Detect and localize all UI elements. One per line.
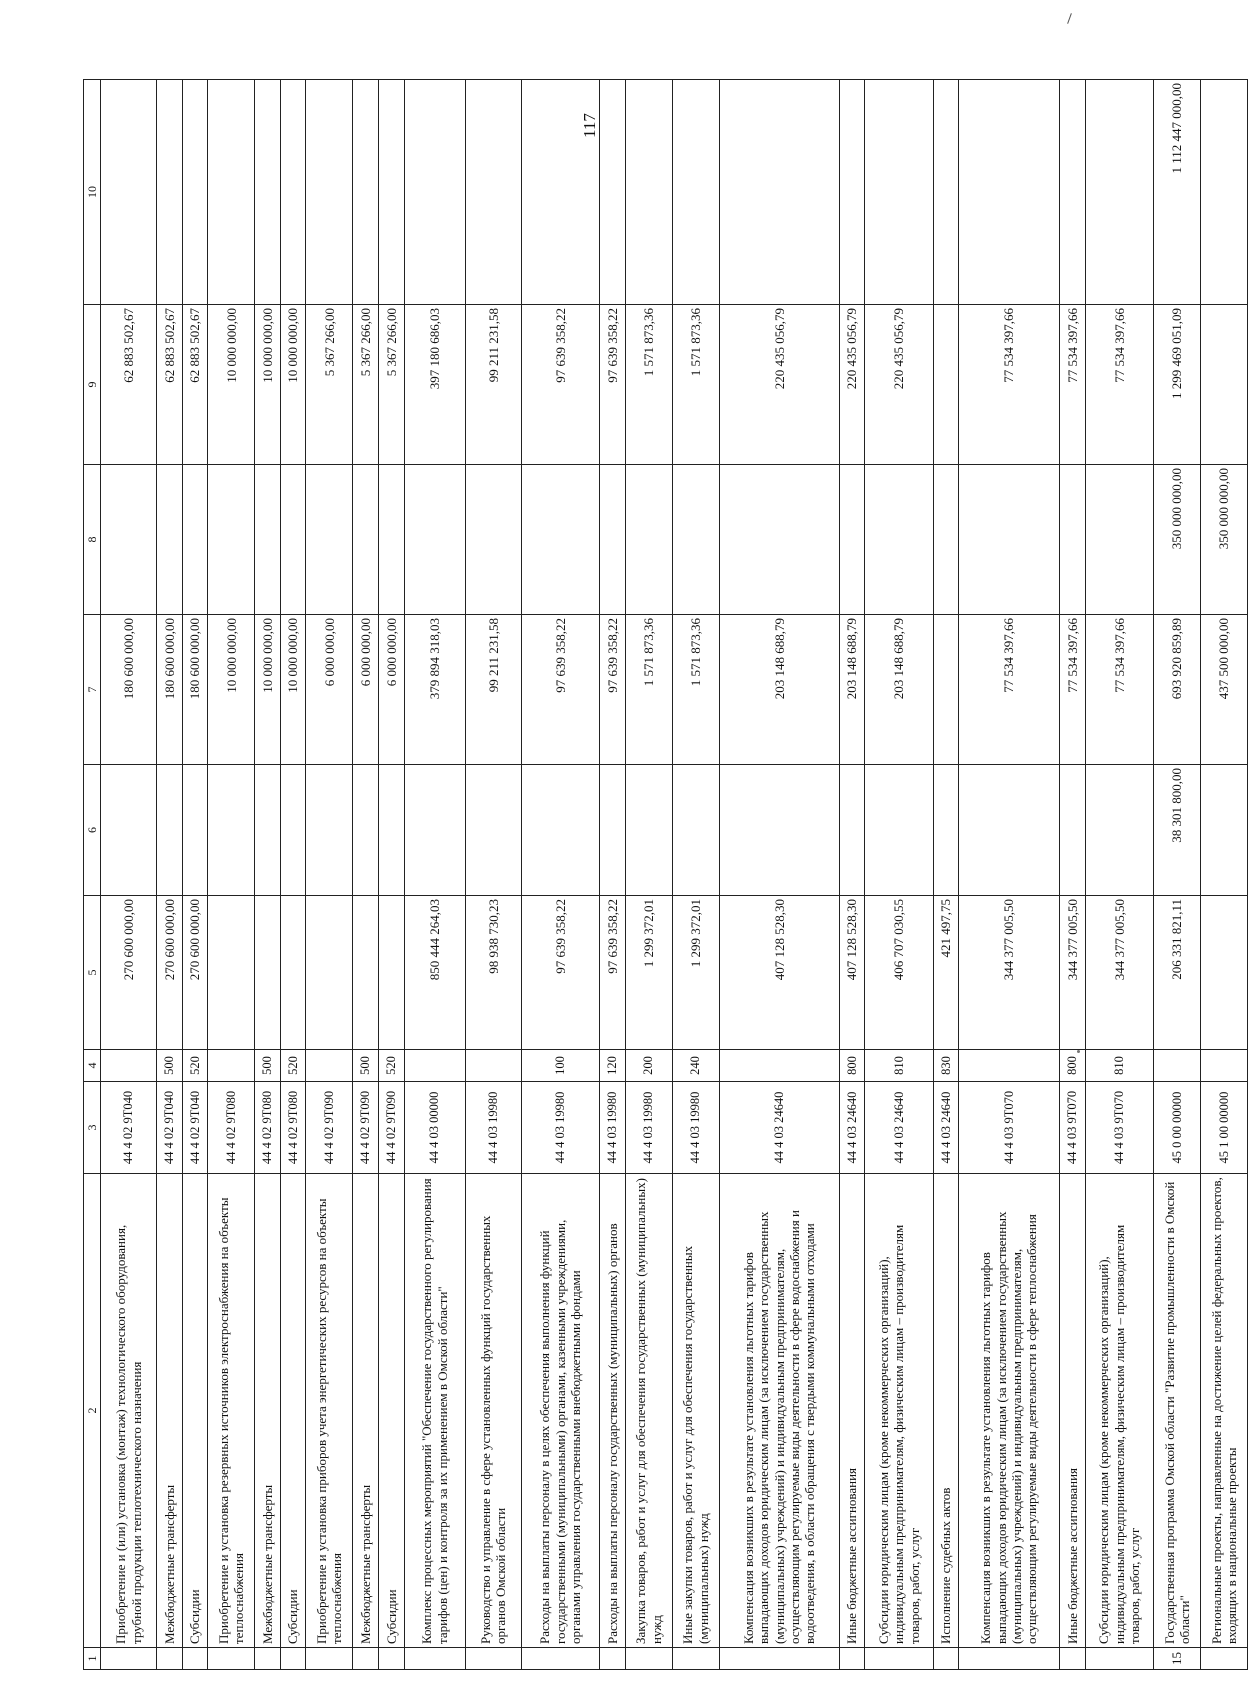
row-value-col6 xyxy=(933,765,959,896)
row-expense-type xyxy=(466,1050,522,1082)
header-cell: 1 xyxy=(84,1648,101,1670)
header-cell: 4 xyxy=(84,1050,101,1082)
row-expense-type xyxy=(959,1050,1060,1082)
row-value-col6 xyxy=(600,765,626,896)
row-value-col10 xyxy=(719,80,839,305)
header-cell: 2 xyxy=(84,1174,101,1648)
row-number xyxy=(378,1648,404,1670)
row-expense-type: 240 xyxy=(672,1050,719,1082)
row-code: 44 4 03 24640 xyxy=(719,1082,839,1174)
row-value-col10 xyxy=(1059,80,1085,305)
table-row xyxy=(466,80,522,1670)
row-expense-type: 800 xyxy=(839,1050,865,1082)
row-value-col8 xyxy=(719,465,839,615)
row-code: 44 4 02 9Т080 xyxy=(208,1082,255,1174)
row-number xyxy=(466,1648,522,1670)
row-code: 45 0 00 00000 xyxy=(1153,1082,1200,1174)
row-number xyxy=(672,1648,719,1670)
row-value-col10 xyxy=(157,80,183,305)
row-value-col7: 77 534 397,66 xyxy=(1059,615,1085,765)
row-value-col9: 99 211 231,58 xyxy=(466,305,522,465)
row-value-col5: 850 444 264,03 xyxy=(404,896,465,1050)
row-code: 44 4 03 19980 xyxy=(466,1082,522,1174)
row-code: 44 4 03 9Т070 xyxy=(959,1082,1060,1174)
table-row xyxy=(208,80,255,1670)
row-name: Иные бюджетные ассигнования xyxy=(1059,1174,1085,1648)
row-code: 44 4 02 9Т080 xyxy=(280,1082,306,1174)
row-name: Расходы на выплаты персоналу государственных (муниципальных) органов xyxy=(600,1174,626,1648)
row-value-col9 xyxy=(933,305,959,465)
row-value-col9: 5 367 266,00 xyxy=(353,305,379,465)
row-name: Закупка товаров, работ и услуг для обеспечения государственных (муниципальных) нужд xyxy=(625,1174,672,1648)
row-code: 44 4 03 24640 xyxy=(839,1082,865,1174)
row-value-col6 xyxy=(255,765,281,896)
row-value-col5 xyxy=(255,896,281,1050)
row-number xyxy=(521,1648,599,1670)
row-code: 44 4 03 19980 xyxy=(625,1082,672,1174)
row-number xyxy=(1059,1648,1085,1670)
row-number xyxy=(182,1648,208,1670)
row-number xyxy=(600,1648,626,1670)
row-number xyxy=(625,1648,672,1670)
table-row xyxy=(353,80,379,1670)
row-expense-type xyxy=(404,1050,465,1082)
row-value-col10 xyxy=(600,80,626,305)
row-value-col9: 10 000 000,00 xyxy=(208,305,255,465)
row-value-col5: 407 128 528,30 xyxy=(839,896,865,1050)
row-value-col7: 6 000 000,00 xyxy=(306,615,353,765)
table-row xyxy=(1200,80,1247,1670)
row-value-col6 xyxy=(466,765,522,896)
row-name: Субсидии xyxy=(182,1174,208,1648)
row-value-col6 xyxy=(101,765,157,896)
row-name: Компенсация возникших в результате установления льготных тарифов выпадающих доходов юридическим лицам (за исключением государственных (муниципальных) учреждений) и индивидуальным предпринимателям, осуществляющим регулируемые виды деятельности в сфере водоснабжения и водоотведения, в области обращения с твердыми коммунальными отходами xyxy=(719,1174,839,1648)
row-value-col9: 62 883 502,67 xyxy=(157,305,183,465)
row-name: Межбюджетные трансферты xyxy=(255,1174,281,1648)
header-cell: 3 xyxy=(84,1082,101,1174)
row-number xyxy=(208,1648,255,1670)
row-value-col5: 406 707 030,55 xyxy=(865,896,933,1050)
row-value-col5: 344 377 005,50 xyxy=(1059,896,1085,1050)
row-value-col5: 344 377 005,50 xyxy=(959,896,1060,1050)
table-row xyxy=(719,80,839,1670)
row-number: 15 xyxy=(1153,1648,1200,1670)
row-value-col5: 206 331 821,11 xyxy=(1153,896,1200,1050)
row-value-col8 xyxy=(306,465,353,615)
table-row xyxy=(839,80,865,1670)
row-name: Компенсация возникших в результате установления льготных тарифов выпадающих доходов юридическим лицам (за исключением государственных (муниципальных) учреждений) и индивидуальным предпринимателям, осуществляющим регулируемые виды деятельности в сфере теплоснабжения xyxy=(959,1174,1060,1648)
row-number xyxy=(157,1648,183,1670)
row-value-col8 xyxy=(600,465,626,615)
row-expense-type: 830 xyxy=(933,1050,959,1082)
row-value-col10 xyxy=(959,80,1060,305)
row-name: Исполнение судебных актов xyxy=(933,1174,959,1648)
row-value-col10 xyxy=(182,80,208,305)
row-value-col5: 98 938 730,23 xyxy=(466,896,522,1050)
row-value-col7: 77 534 397,66 xyxy=(959,615,1060,765)
row-value-col9: 220 435 056,79 xyxy=(839,305,865,465)
row-value-col9: 1 299 469 051,09 xyxy=(1153,305,1200,465)
row-code: 44 4 02 9Т040 xyxy=(182,1082,208,1174)
row-value-col7: 180 600 000,00 xyxy=(101,615,157,765)
row-value-col8: 350 000 000,00 xyxy=(1200,465,1247,615)
scan-mark xyxy=(1067,13,1072,24)
row-code: 44 4 02 9Т090 xyxy=(353,1082,379,1174)
row-value-col10 xyxy=(1200,80,1247,305)
row-expense-type: 100 xyxy=(521,1050,599,1082)
row-value-col6: 38 301 800,00 xyxy=(1153,765,1200,896)
row-value-col10: 1 112 447 000,00 xyxy=(1153,80,1200,305)
row-expense-type xyxy=(719,1050,839,1082)
row-name: Приобретение и установка резервных источников электроснабжения на объекты теплоснабжения xyxy=(208,1174,255,1648)
table-row xyxy=(1085,80,1153,1670)
row-expense-type: 500 xyxy=(353,1050,379,1082)
row-value-col8 xyxy=(865,465,933,615)
row-code: 44 4 03 9Т070 xyxy=(1059,1082,1085,1174)
row-value-col7: 379 894 318,03 xyxy=(404,615,465,765)
row-number xyxy=(865,1648,933,1670)
row-value-col7: 203 148 688,79 xyxy=(865,615,933,765)
budget-table xyxy=(83,79,1248,1670)
row-number xyxy=(959,1648,1060,1670)
row-value-col9: 62 883 502,67 xyxy=(101,305,157,465)
row-code: 44 4 03 19980 xyxy=(600,1082,626,1174)
row-code: 44 4 03 24640 xyxy=(933,1082,959,1174)
row-value-col10 xyxy=(672,80,719,305)
row-code: 44 4 02 9Т090 xyxy=(306,1082,353,1174)
row-value-col8 xyxy=(672,465,719,615)
header-cell: 6 xyxy=(84,765,101,896)
table-row xyxy=(378,80,404,1670)
row-value-col9: 77 534 397,66 xyxy=(1059,305,1085,465)
row-value-col5: 270 600 000,00 xyxy=(182,896,208,1050)
row-name: Комплекс процессных мероприятий "Обеспечение государственного регулирования тарифов (цен) и контроля за их применением в Омской области" xyxy=(404,1174,465,1648)
row-name: Иные закупки товаров, работ и услуг для обеспечения государственных (муниципальных) нужд xyxy=(672,1174,719,1648)
header-cell: 9 xyxy=(84,305,101,465)
row-value-col8 xyxy=(521,465,599,615)
row-value-col5 xyxy=(208,896,255,1050)
row-number xyxy=(101,1648,157,1670)
table-row xyxy=(101,80,157,1670)
row-value-col8 xyxy=(933,465,959,615)
row-value-col10 xyxy=(466,80,522,305)
table-row xyxy=(959,80,1060,1670)
row-value-col6 xyxy=(208,765,255,896)
table-row xyxy=(625,80,672,1670)
row-name: Государственная программа Омской области "Развитие промышленности в Омской области" xyxy=(1153,1174,1200,1648)
header-cell: 5 xyxy=(84,896,101,1050)
row-value-col9: 1 571 873,36 xyxy=(625,305,672,465)
row-name: Субсидии юридическим лицам (кроме некоммерческих организаций), индивидуальным предпринимателям, физическим лицам – производителям товаров, работ, услуг xyxy=(865,1174,933,1648)
row-value-col7: 437 500 000,00 xyxy=(1200,615,1247,765)
row-value-col7: 693 920 859,89 xyxy=(1153,615,1200,765)
table-row xyxy=(1153,80,1200,1670)
row-value-col7: 99 211 231,58 xyxy=(466,615,522,765)
row-value-col9: 10 000 000,00 xyxy=(255,305,281,465)
row-value-col5: 270 600 000,00 xyxy=(157,896,183,1050)
row-value-col8 xyxy=(625,465,672,615)
row-value-col7: 1 571 873,36 xyxy=(672,615,719,765)
row-expense-type: 520 xyxy=(280,1050,306,1082)
row-value-col9: 397 180 686,03 xyxy=(404,305,465,465)
row-number xyxy=(255,1648,281,1670)
row-expense-type: 200 xyxy=(625,1050,672,1082)
header-row xyxy=(84,80,101,1670)
table-row xyxy=(933,80,959,1670)
row-value-col10 xyxy=(353,80,379,305)
row-expense-type: 520 xyxy=(378,1050,404,1082)
budget-table-container xyxy=(83,80,1248,1670)
table-body xyxy=(101,80,1248,1670)
row-value-col6 xyxy=(839,765,865,896)
row-name: Расходы на выплаты персоналу в целях обеспечения выполнения функций государственными (муниципальными) органами, казенными учреждениями, органами управления государственными внебюджетными фондами xyxy=(521,1174,599,1648)
row-value-col8 xyxy=(839,465,865,615)
row-value-col8 xyxy=(466,465,522,615)
row-value-col5: 97 639 358,22 xyxy=(600,896,626,1050)
row-value-col9: 1 571 873,36 xyxy=(672,305,719,465)
row-number xyxy=(1200,1648,1247,1670)
row-value-col10 xyxy=(208,80,255,305)
row-value-col9: 77 534 397,66 xyxy=(959,305,1060,465)
table-row xyxy=(672,80,719,1670)
row-code: 44 4 03 9Т070 xyxy=(1085,1082,1153,1174)
row-value-col10 xyxy=(280,80,306,305)
row-value-col7: 10 000 000,00 xyxy=(255,615,281,765)
row-value-col6 xyxy=(719,765,839,896)
table-row xyxy=(182,80,208,1670)
row-value-col6 xyxy=(625,765,672,896)
row-name: Субсидии xyxy=(280,1174,306,1648)
table-row xyxy=(157,80,183,1670)
row-value-col5 xyxy=(378,896,404,1050)
row-value-col5: 97 639 358,22 xyxy=(521,896,599,1050)
row-number xyxy=(933,1648,959,1670)
row-value-col8 xyxy=(1059,465,1085,615)
row-number xyxy=(353,1648,379,1670)
row-value-col6 xyxy=(182,765,208,896)
row-value-col5 xyxy=(1200,896,1247,1050)
row-value-col10 xyxy=(933,80,959,305)
row-name: Субсидии юридическим лицам (кроме некоммерческих организаций), индивидуальным предпринимателям, физическим лицам – производителям товаров, работ, услуг xyxy=(1085,1174,1153,1648)
row-value-col9: 97 639 358,22 xyxy=(521,305,599,465)
row-code: 44 4 03 24640 xyxy=(865,1082,933,1174)
row-value-col6 xyxy=(306,765,353,896)
row-code: 44 4 03 00000 xyxy=(404,1082,465,1174)
row-name: Приобретение и (или) установка (монтаж) технологического оборудования, трубной продукции теплотехнического назначения xyxy=(101,1174,157,1648)
header-cell: 8 xyxy=(84,465,101,615)
row-value-col10 xyxy=(1085,80,1153,305)
row-value-col6 xyxy=(521,765,599,896)
row-value-col7: 180 600 000,00 xyxy=(182,615,208,765)
row-value-col10 xyxy=(306,80,353,305)
row-number xyxy=(719,1648,839,1670)
row-value-col8 xyxy=(353,465,379,615)
row-value-col10 xyxy=(865,80,933,305)
row-value-col9: 10 000 000,00 xyxy=(280,305,306,465)
row-value-col7: 180 600 000,00 xyxy=(157,615,183,765)
row-expense-type: 520 xyxy=(182,1050,208,1082)
table-row xyxy=(865,80,933,1670)
row-value-col6 xyxy=(672,765,719,896)
row-expense-type: 120 xyxy=(600,1050,626,1082)
row-value-col10 xyxy=(101,80,157,305)
row-number xyxy=(1085,1648,1153,1670)
row-value-col8 xyxy=(404,465,465,615)
row-value-col5 xyxy=(306,896,353,1050)
page-number: 117 xyxy=(580,113,599,138)
row-expense-type: 810 xyxy=(1085,1050,1153,1082)
row-code: 44 4 02 9Т090 xyxy=(378,1082,404,1174)
row-value-col5: 344 377 005,50 xyxy=(1085,896,1153,1050)
row-value-col5: 1 299 372,01 xyxy=(625,896,672,1050)
row-value-col6 xyxy=(1200,765,1247,896)
row-value-col8 xyxy=(157,465,183,615)
row-value-col9: 62 883 502,67 xyxy=(182,305,208,465)
row-value-col10 xyxy=(255,80,281,305)
row-value-col6 xyxy=(865,765,933,896)
row-code: 44 4 03 19980 xyxy=(521,1082,599,1174)
row-number xyxy=(306,1648,353,1670)
row-name: Иные бюджетные ассигнования xyxy=(839,1174,865,1648)
row-value-col9 xyxy=(1200,305,1247,465)
row-value-col8 xyxy=(208,465,255,615)
row-value-col8 xyxy=(378,465,404,615)
row-value-col8: 350 000 000,00 xyxy=(1153,465,1200,615)
row-value-col8 xyxy=(255,465,281,615)
row-value-col8 xyxy=(280,465,306,615)
row-value-col6 xyxy=(959,765,1060,896)
row-value-col6 xyxy=(404,765,465,896)
row-name: Межбюджетные трансферты xyxy=(353,1174,379,1648)
row-value-col10 xyxy=(625,80,672,305)
row-code: 44 4 02 9Т040 xyxy=(157,1082,183,1174)
row-value-col9: 220 435 056,79 xyxy=(865,305,933,465)
row-number xyxy=(839,1648,865,1670)
row-value-col5: 1 299 372,01 xyxy=(672,896,719,1050)
table-row xyxy=(255,80,281,1670)
row-expense-type xyxy=(1200,1050,1247,1082)
row-value-col7: 97 639 358,22 xyxy=(600,615,626,765)
row-value-col6 xyxy=(1059,765,1085,896)
row-value-col7: 203 148 688,79 xyxy=(719,615,839,765)
row-value-col7: 97 639 358,22 xyxy=(521,615,599,765)
row-value-col6 xyxy=(378,765,404,896)
row-value-col6 xyxy=(157,765,183,896)
row-code: 44 4 02 9Т080 xyxy=(255,1082,281,1174)
table-row xyxy=(1059,80,1085,1670)
row-number xyxy=(280,1648,306,1670)
row-value-col7: 6 000 000,00 xyxy=(353,615,379,765)
row-expense-type xyxy=(306,1050,353,1082)
row-value-col5 xyxy=(353,896,379,1050)
row-value-col7: 203 148 688,79 xyxy=(839,615,865,765)
row-value-col7 xyxy=(933,615,959,765)
row-value-col5: 421 497,75 xyxy=(933,896,959,1050)
row-name: Межбюджетные трансферты xyxy=(157,1174,183,1648)
row-value-col8 xyxy=(959,465,1060,615)
row-value-col10 xyxy=(378,80,404,305)
row-value-col7: 10 000 000,00 xyxy=(280,615,306,765)
row-value-col7: 77 534 397,66 xyxy=(1085,615,1153,765)
row-value-col5: 270 600 000,00 xyxy=(101,896,157,1050)
row-value-col10 xyxy=(521,80,599,305)
row-value-col6 xyxy=(280,765,306,896)
table-row xyxy=(404,80,465,1670)
row-value-col5 xyxy=(280,896,306,1050)
row-value-col8 xyxy=(101,465,157,615)
row-value-col5: 407 128 528,30 xyxy=(719,896,839,1050)
row-value-col7: 10 000 000,00 xyxy=(208,615,255,765)
row-value-col8 xyxy=(182,465,208,615)
row-code: 44 4 02 9Т040 xyxy=(101,1082,157,1174)
row-number xyxy=(404,1648,465,1670)
row-value-col7: 1 571 873,36 xyxy=(625,615,672,765)
row-name: Региональные проекты, направленные на достижение целей федеральных проектов, входящих в национальные проекты xyxy=(1200,1174,1247,1648)
row-expense-type: 500 xyxy=(157,1050,183,1082)
row-value-col9: 77 534 397,66 xyxy=(1085,305,1153,465)
row-code: 44 4 03 19980 xyxy=(672,1082,719,1174)
row-value-col10 xyxy=(839,80,865,305)
row-value-col8 xyxy=(1085,465,1153,615)
header-cell: 10 xyxy=(84,80,101,305)
row-expense-type: 810 xyxy=(865,1050,933,1082)
row-value-col9: 5 367 266,00 xyxy=(378,305,404,465)
row-value-col9: 220 435 056,79 xyxy=(719,305,839,465)
table-row xyxy=(280,80,306,1670)
row-code: 45 1 00 00000 xyxy=(1200,1082,1247,1174)
row-expense-type xyxy=(1153,1050,1200,1082)
row-value-col6 xyxy=(1085,765,1153,896)
table-row xyxy=(306,80,353,1670)
row-expense-type: 800 xyxy=(1059,1050,1085,1082)
table-row xyxy=(600,80,626,1670)
header-cell: 7 xyxy=(84,615,101,765)
row-value-col7: 6 000 000,00 xyxy=(378,615,404,765)
row-name: Приобретение и установка приборов учета энергетических ресурсов на объекты теплоснабжения xyxy=(306,1174,353,1648)
table-row xyxy=(521,80,599,1670)
row-value-col9: 5 367 266,00 xyxy=(306,305,353,465)
row-expense-type: 500 xyxy=(255,1050,281,1082)
row-value-col10 xyxy=(404,80,465,305)
row-expense-type xyxy=(101,1050,157,1082)
row-expense-type xyxy=(208,1050,255,1082)
row-value-col6 xyxy=(353,765,379,896)
row-value-col9: 97 639 358,22 xyxy=(600,305,626,465)
row-name: Субсидии xyxy=(378,1174,404,1648)
row-name: Руководство и управление в сфере установленных функций государственных органов Омской области xyxy=(466,1174,522,1648)
